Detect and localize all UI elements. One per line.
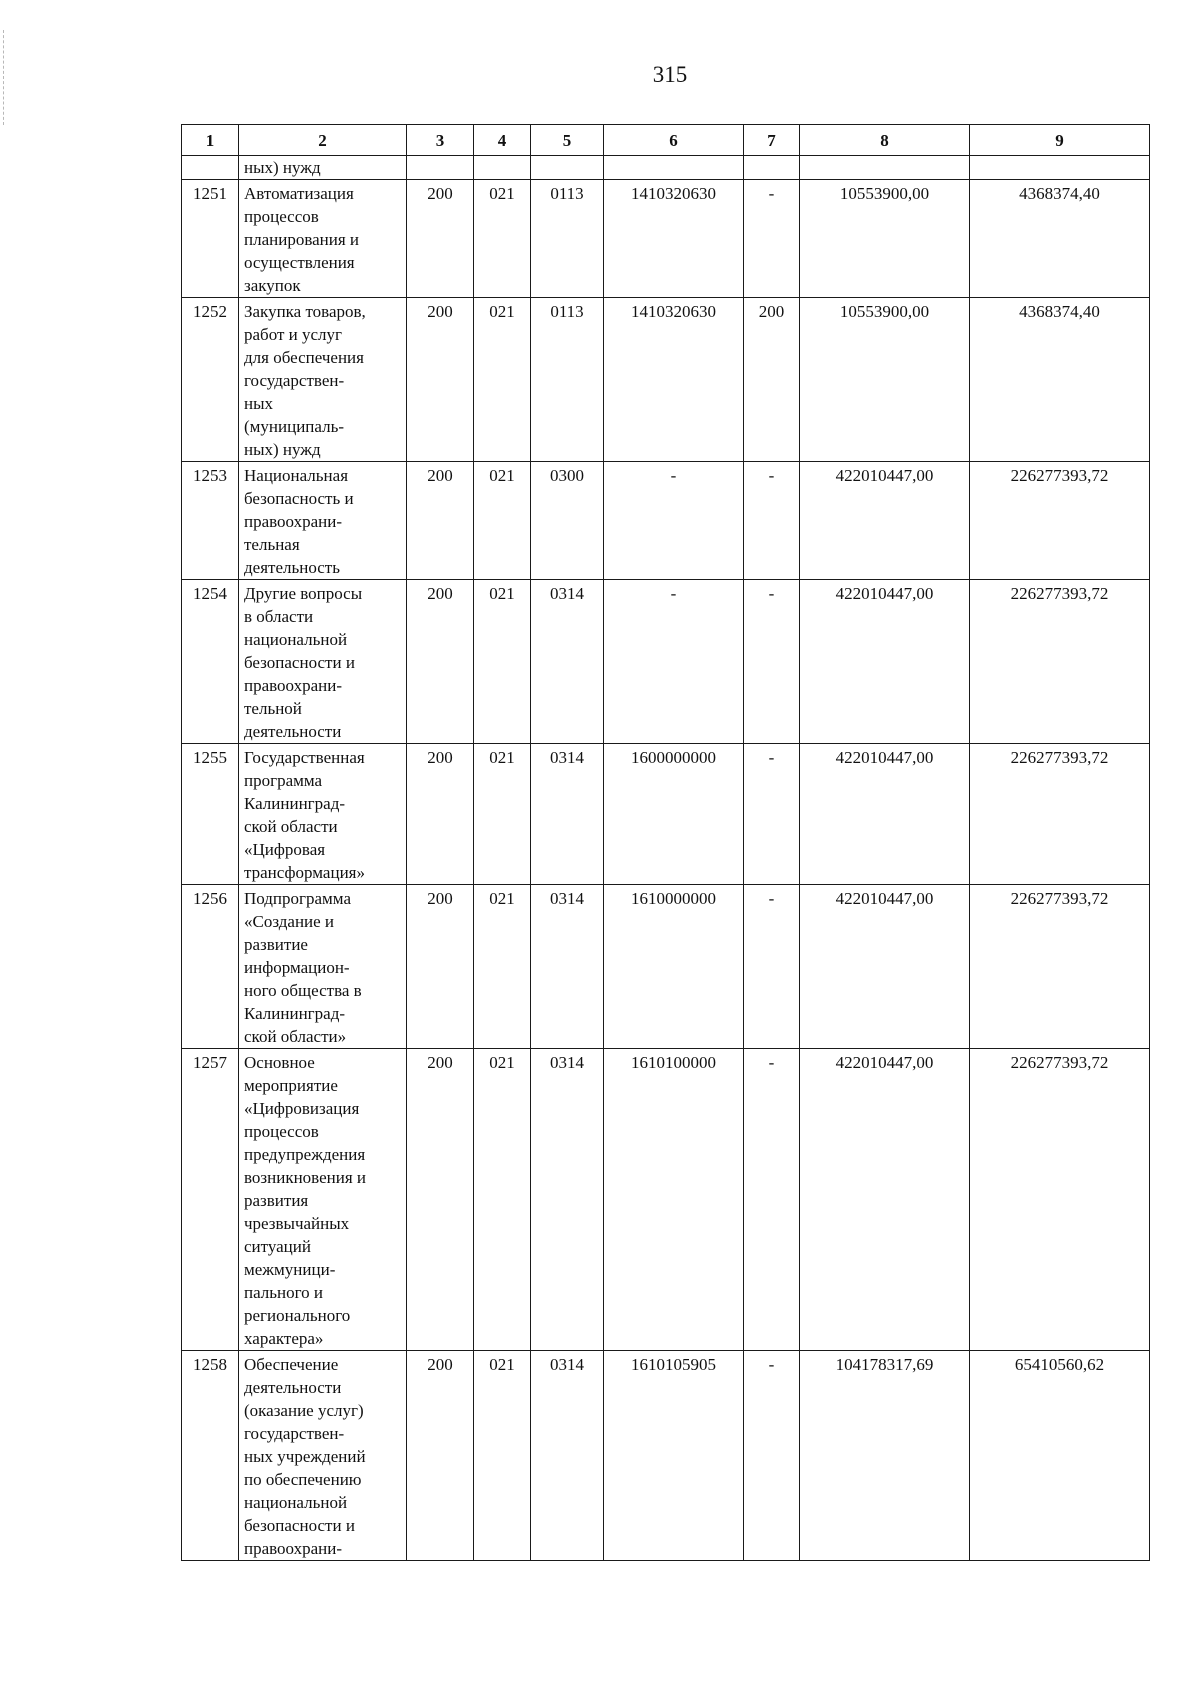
table-row [182, 1351, 1150, 1561]
row-name-line: правоохрани- [244, 512, 343, 531]
row-col3-cell: 200 [407, 298, 474, 462]
row-col4-cell: 021 [474, 180, 531, 298]
table-row [182, 885, 1150, 1049]
continuation-name-line: ных) нужд [244, 158, 321, 177]
row-name-line: безопасность и [244, 489, 354, 508]
row-col6-cell: - [604, 462, 744, 580]
row-name-cell [239, 1049, 407, 1351]
row-name-line: планирования и [244, 230, 360, 249]
continuation-cell-4 [474, 156, 531, 180]
row-col7-cell: - [744, 180, 800, 298]
header-cell-1: 1 [182, 125, 239, 156]
row-number-cell: 1253 [182, 462, 239, 580]
row-name-line: работ и услуг [244, 325, 342, 344]
header-cell-9: 9 [970, 125, 1150, 156]
row-name-line: в области [244, 607, 314, 626]
row-col8-cell: 10553900,00 [800, 298, 970, 462]
row-name-line: межмуници- [244, 1260, 336, 1279]
row-col6-cell: 1610105905 [604, 1351, 744, 1561]
continuation-cell-7 [744, 156, 800, 180]
row-col9-cell: 226277393,72 [970, 744, 1150, 885]
row-name-line: национальной [244, 1493, 348, 1512]
row-col5-cell: 0314 [531, 580, 604, 744]
row-name-line: информацион- [244, 958, 350, 977]
row-name-line: Калининград- [244, 1004, 346, 1023]
budget-table [181, 124, 1150, 1561]
row-number-cell: 1252 [182, 298, 239, 462]
row-col6-cell: 1410320630 [604, 298, 744, 462]
row-name-line: ных учреждений [244, 1447, 366, 1466]
row-col5-cell: 0314 [531, 744, 604, 885]
row-col4-cell: 021 [474, 298, 531, 462]
row-name-line: Подпрограмма [244, 889, 351, 908]
row-name-line: мероприятие [244, 1076, 338, 1095]
row-col7-cell: - [744, 462, 800, 580]
row-name-line: государствен- [244, 1424, 345, 1443]
row-name-line: государствен- [244, 371, 345, 390]
row-col5-cell: 0314 [531, 1351, 604, 1561]
row-name-cell [239, 580, 407, 744]
row-col8-cell: 10553900,00 [800, 180, 970, 298]
row-name-line: для обеспечения [244, 348, 364, 367]
row-name-cell [239, 744, 407, 885]
row-col9-cell: 4368374,40 [970, 180, 1150, 298]
row-col9-cell: 226277393,72 [970, 462, 1150, 580]
row-name-line: правоохрани- [244, 676, 343, 695]
row-name-line: закупок [244, 276, 301, 295]
row-col8-cell: 422010447,00 [800, 885, 970, 1049]
row-name-line: чрезвычайных [244, 1214, 350, 1233]
row-col4-cell: 021 [474, 462, 531, 580]
row-name-line: программа [244, 771, 323, 790]
row-number-cell: 1257 [182, 1049, 239, 1351]
row-name-line: «Создание и [244, 912, 335, 931]
row-name-line: тельная [244, 535, 300, 554]
row-name-line: предупреждения [244, 1145, 366, 1164]
row-name-line: процессов [244, 207, 319, 226]
row-col6-cell: 1610000000 [604, 885, 744, 1049]
row-name-line: безопасности и [244, 1516, 355, 1535]
row-col6-cell: 1600000000 [604, 744, 744, 885]
row-name-line: «Цифровизация [244, 1099, 360, 1118]
row-col6-cell: 1410320630 [604, 180, 744, 298]
row-col7-cell: - [744, 885, 800, 1049]
header-cell-4: 4 [474, 125, 531, 156]
row-name-cell [239, 298, 407, 462]
row-col7-cell: 200 [744, 298, 800, 462]
row-name-line: характера» [244, 1329, 324, 1348]
row-name-cell [239, 180, 407, 298]
row-name-line: Автоматизация [244, 184, 354, 203]
row-col9-cell: 65410560,62 [970, 1351, 1150, 1561]
row-name-line: тельной [244, 699, 302, 718]
continuation-cell-8 [800, 156, 970, 180]
header-cell-2: 2 [239, 125, 407, 156]
row-name-cell [239, 1351, 407, 1561]
row-col3-cell: 200 [407, 1049, 474, 1351]
row-col6-cell: 1610100000 [604, 1049, 744, 1351]
row-name-line: Обеспечение [244, 1355, 339, 1374]
row-col8-cell: 422010447,00 [800, 744, 970, 885]
row-name-line: деятельности [244, 722, 342, 741]
table-row [182, 580, 1150, 744]
row-col8-cell: 104178317,69 [800, 1351, 970, 1561]
page-number: 315 [652, 62, 688, 87]
header-cell-7: 7 [744, 125, 800, 156]
row-col5-cell: 0314 [531, 1049, 604, 1351]
continuation-cell-9 [970, 156, 1150, 180]
row-col3-cell: 200 [407, 462, 474, 580]
row-name-line: деятельность [244, 558, 340, 577]
row-col9-cell: 4368374,40 [970, 298, 1150, 462]
row-number-cell: 1255 [182, 744, 239, 885]
row-name-line: ных [244, 394, 274, 413]
row-col3-cell: 200 [407, 744, 474, 885]
row-name-line: «Цифровая [244, 840, 326, 859]
row-name-line: регионального [244, 1306, 351, 1325]
header-cell-8: 8 [800, 125, 970, 156]
row-name-line: ситуаций [244, 1237, 311, 1256]
row-name-line: Калининград- [244, 794, 346, 813]
header-cell-5: 5 [531, 125, 604, 156]
row-name-line: Национальная [244, 466, 349, 485]
row-name-line: Государственная [244, 748, 365, 767]
row-number-cell: 1256 [182, 885, 239, 1049]
row-name-line: Другие вопросы [244, 584, 363, 603]
row-col3-cell: 200 [407, 180, 474, 298]
row-col9-cell: 226277393,72 [970, 580, 1150, 744]
row-name-line: развития [244, 1191, 309, 1210]
row-col8-cell: 422010447,00 [800, 1049, 970, 1351]
row-name-line: осуществления [244, 253, 355, 272]
row-name-line: ных) нужд [244, 440, 321, 459]
row-col4-cell: 021 [474, 744, 531, 885]
row-name-line: (оказание услуг) [244, 1401, 364, 1420]
row-number-cell: 1254 [182, 580, 239, 744]
continuation-cell-5 [531, 156, 604, 180]
row-col8-cell: 422010447,00 [800, 580, 970, 744]
row-col3-cell: 200 [407, 1351, 474, 1561]
row-col7-cell: - [744, 1049, 800, 1351]
row-col8-cell: 422010447,00 [800, 462, 970, 580]
row-col4-cell: 021 [474, 1351, 531, 1561]
row-name-cell [239, 462, 407, 580]
row-col5-cell: 0113 [531, 180, 604, 298]
continuation-cell-3 [407, 156, 474, 180]
row-col7-cell: - [744, 744, 800, 885]
row-name-line: процессов [244, 1122, 319, 1141]
row-name-line: национальной [244, 630, 348, 649]
header-cell-3: 3 [407, 125, 474, 156]
row-name-line: ской области [244, 817, 338, 836]
table-row [182, 462, 1150, 580]
row-name-line: (муниципаль- [244, 417, 344, 436]
continuation-name-cell [239, 156, 407, 180]
row-col7-cell: - [744, 580, 800, 744]
row-name-line: пального и [244, 1283, 324, 1302]
row-col6-cell: - [604, 580, 744, 744]
row-name-line: трансформация» [244, 863, 365, 882]
row-name-line: развитие [244, 935, 308, 954]
row-name-line: возникновения и [244, 1168, 367, 1187]
row-name-line: Основное [244, 1053, 315, 1072]
row-name-line: деятельности [244, 1378, 342, 1397]
row-col9-cell: 226277393,72 [970, 1049, 1150, 1351]
row-col4-cell: 021 [474, 885, 531, 1049]
row-col9-cell: 226277393,72 [970, 885, 1150, 1049]
continuation-cell-6 [604, 156, 744, 180]
row-number-cell: 1258 [182, 1351, 239, 1561]
continuation-num-cell [182, 156, 239, 180]
row-col5-cell: 0113 [531, 298, 604, 462]
row-name-cell [239, 885, 407, 1049]
row-name-line: ного общества в [244, 981, 362, 1000]
row-col4-cell: 021 [474, 1049, 531, 1351]
row-col4-cell: 021 [474, 580, 531, 744]
table-row [182, 1049, 1150, 1351]
table-row [182, 180, 1150, 298]
row-col7-cell: - [744, 1351, 800, 1561]
table-row [182, 744, 1150, 885]
budget-table-body [182, 125, 1150, 1561]
row-name-line: Закупка товаров, [244, 302, 366, 321]
row-name-line: ской области» [244, 1027, 347, 1046]
row-name-line: по обеспечению [244, 1470, 362, 1489]
row-col5-cell: 0314 [531, 885, 604, 1049]
row-col3-cell: 200 [407, 885, 474, 1049]
row-number-cell: 1251 [182, 180, 239, 298]
row-col3-cell: 200 [407, 580, 474, 744]
header-cell-6: 6 [604, 125, 744, 156]
continuation-row [182, 156, 1150, 180]
table-row [182, 298, 1150, 462]
row-col5-cell: 0300 [531, 462, 604, 580]
row-name-line: безопасности и [244, 653, 355, 672]
table-header-row [182, 125, 1150, 156]
row-name-line: правоохрани- [244, 1539, 343, 1558]
